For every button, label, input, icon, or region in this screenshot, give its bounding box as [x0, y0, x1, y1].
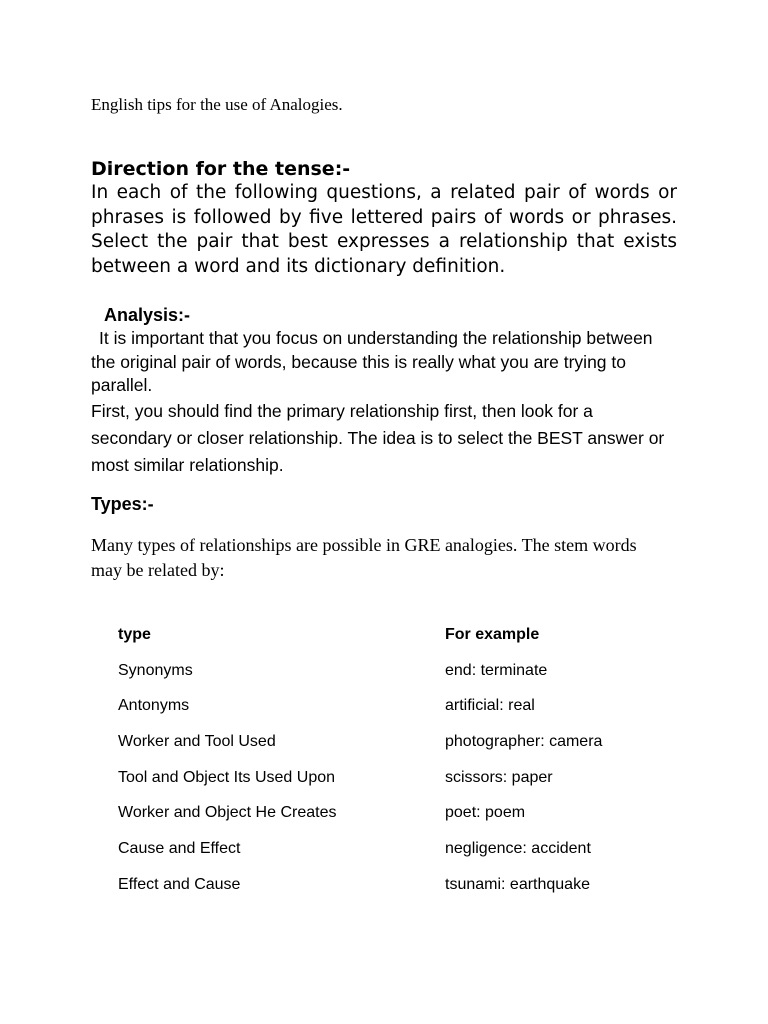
relationship-example: poet: poem	[445, 804, 526, 822]
relationship-example: tsunami: earthquake	[445, 875, 590, 893]
table-row	[118, 800, 678, 836]
intro-text: English tips for the use of Analogies.	[91, 95, 343, 114]
table-row	[118, 836, 678, 872]
relationship-type: Effect and Cause	[118, 875, 241, 893]
relationship-table	[118, 622, 678, 908]
relationship-type: Synonyms	[118, 661, 193, 679]
column-header-example: For example	[445, 626, 540, 643]
table-row	[118, 765, 678, 801]
relationship-type: Tool and Object Its Used Upon	[118, 768, 336, 786]
direction-heading: Direction for the tense:-	[91, 158, 351, 180]
analysis-heading: Analysis:-	[104, 305, 191, 325]
table-row	[118, 729, 678, 765]
types-heading: Types:-	[91, 494, 154, 514]
relationship-type: Worker and Tool Used	[118, 733, 276, 751]
table-row	[118, 658, 678, 694]
relationship-example: scissors: paper	[445, 768, 553, 786]
types-intro: Many types of relationships are possible in GRE analogies. The stem words may be related by:	[91, 535, 637, 580]
direction-body: In each of the following questions, a related pair of words or phrases is followed by five lettered pairs of words or phrases. Select the pair that best expresses a relationship that exists between a word and its dictionary definition.	[91, 182, 677, 277]
relationship-type: Antonyms	[118, 697, 190, 715]
table-header-row	[118, 622, 678, 658]
table-row	[118, 693, 678, 729]
relationship-example: end: terminate	[445, 661, 548, 679]
analysis-paragraph-2: First, you should find the primary relationship first, then look for a secondary or closer relationship. The idea is to select the BEST answer or most similar relationship.	[91, 400, 665, 475]
relationship-example: photographer: camera	[445, 733, 603, 751]
relationship-type: Worker and Object He Creates	[118, 804, 337, 822]
analysis-paragraph-1: It is important that you focus on understanding the relationship between the original pair of words, because this is really what you are trying to parallel.	[91, 328, 653, 395]
relationship-example: artificial: real	[445, 697, 535, 715]
relationship-example: negligence: accident	[445, 840, 591, 858]
analysis-body	[91, 327, 677, 479]
column-header-type: type	[118, 626, 151, 643]
relationship-type: Cause and Effect	[118, 840, 241, 858]
table-row	[118, 872, 678, 908]
